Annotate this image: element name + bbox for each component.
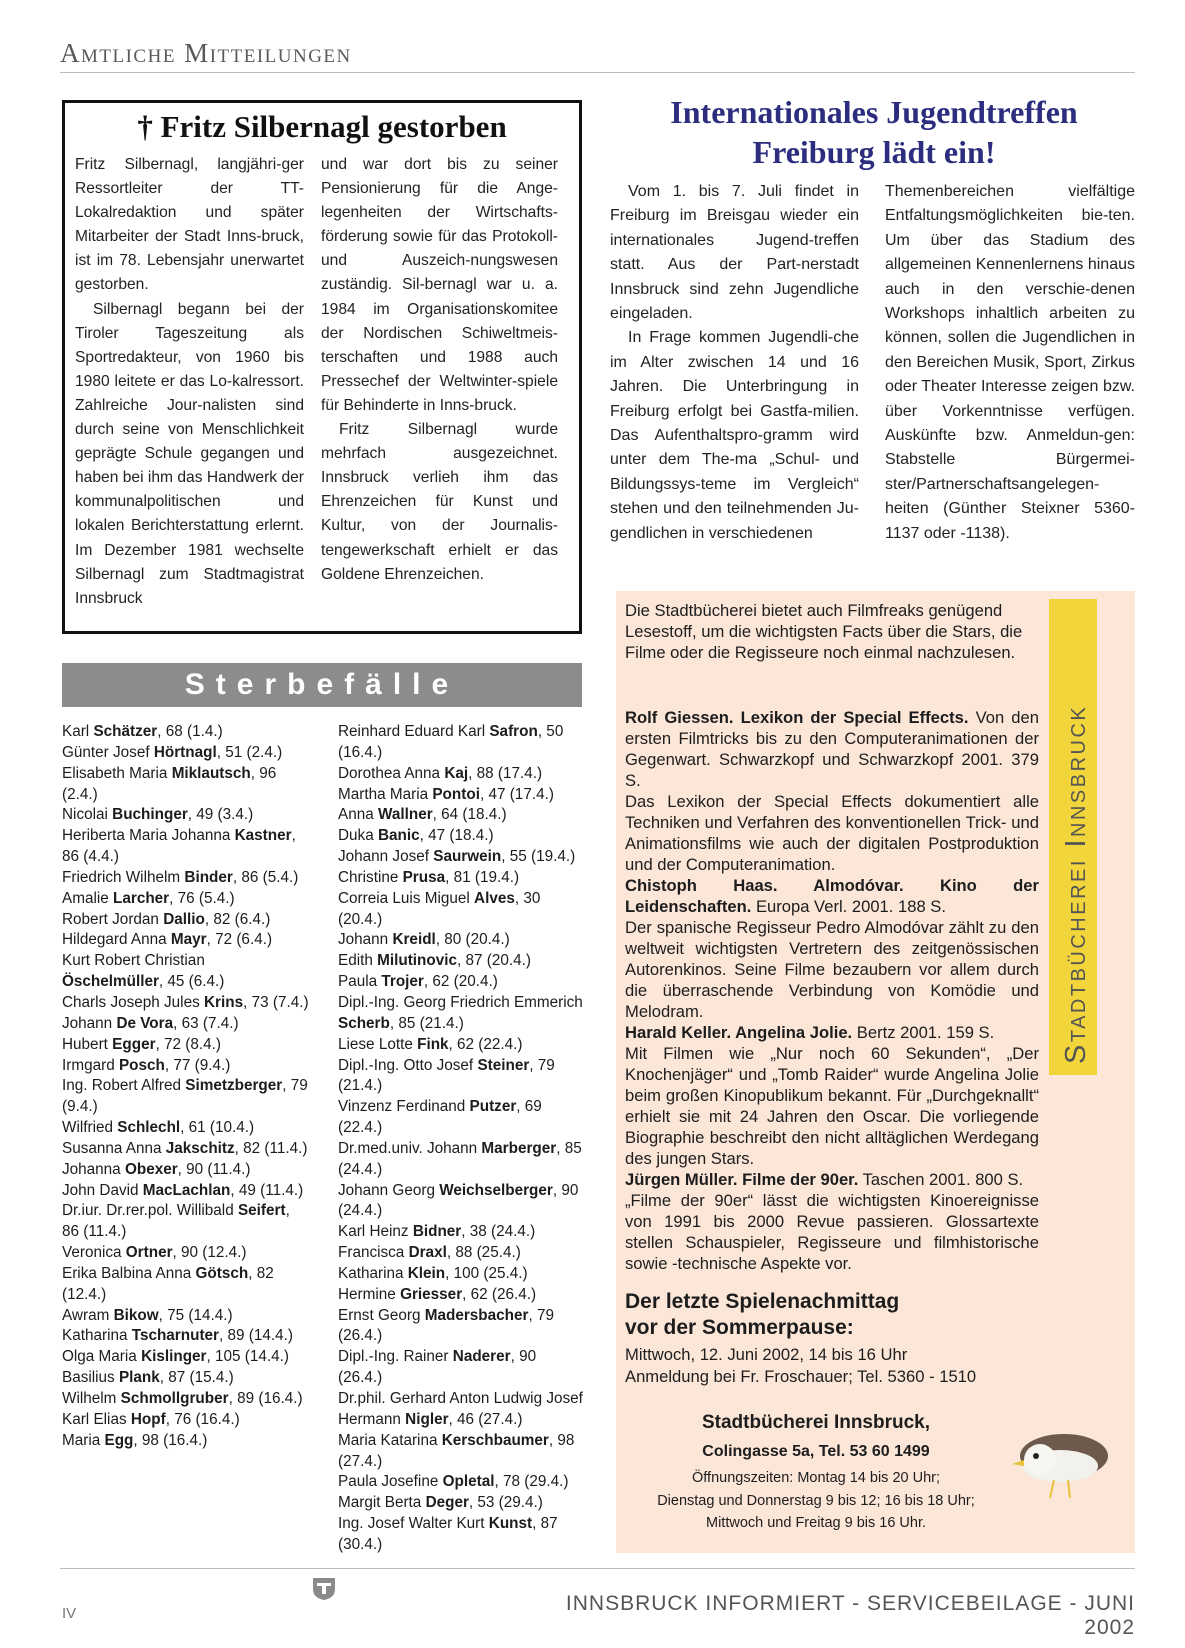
death-age-date: , 89 (16.4.) bbox=[228, 1390, 303, 1407]
death-given-names: Maria bbox=[62, 1431, 105, 1449]
deaths-banner: Sterbefälle bbox=[62, 663, 582, 707]
death-surname: Obexer bbox=[124, 1160, 178, 1178]
book-citation bbox=[625, 1169, 1039, 1190]
youth-title-line: Internationales Jugendtreffen bbox=[670, 94, 1078, 130]
death-age-date: , 87 (15.4.) bbox=[159, 1369, 234, 1387]
youth-right-column bbox=[885, 180, 1135, 546]
death-surname: Posch bbox=[118, 1056, 165, 1074]
death-entry bbox=[62, 1118, 310, 1139]
death-given-names: Nicolai bbox=[62, 806, 113, 824]
death-surname: Schätzer bbox=[93, 723, 158, 740]
death-given-names: Johanna bbox=[62, 1160, 125, 1178]
death-entry bbox=[338, 889, 584, 931]
death-age-date: , 62 (20.4.) bbox=[423, 973, 498, 991]
death-given-names: Vinzenz Ferdinand bbox=[338, 1098, 470, 1116]
death-entry bbox=[338, 1264, 584, 1285]
death-entry bbox=[338, 826, 584, 847]
event-title-line: Der letzte Spielenachmittag bbox=[625, 1290, 900, 1313]
death-age-date: , 62 (26.4.) bbox=[462, 1285, 537, 1303]
death-entry bbox=[62, 951, 310, 993]
death-age-date: , 86 (5.4.) bbox=[232, 868, 299, 886]
death-surname: Alves bbox=[474, 889, 515, 907]
death-age-date: , 63 (7.4.) bbox=[173, 1014, 239, 1032]
youth-left-column bbox=[610, 180, 859, 546]
death-given-names: Dr.iur. Dr.rer.pol. Willibald bbox=[62, 1202, 238, 1220]
library-hours-3: Mittwoch und Freitag 9 bis 16 Uhr. bbox=[705, 1515, 927, 1531]
death-age-date: , 82 (11.4.) bbox=[234, 1139, 308, 1157]
death-age-date: , 55 (19.4.) bbox=[501, 848, 576, 866]
death-given-names: Correia Luis Miguel bbox=[338, 889, 475, 907]
death-given-names: Hubert bbox=[62, 1035, 113, 1053]
event-registration: Anmeldung bei Fr. Froschauer; Tel. 5360 - 1510 bbox=[625, 1367, 977, 1386]
obituary-title: † Fritz Silbernagl gestorben bbox=[137, 109, 507, 144]
death-entry bbox=[62, 1076, 310, 1118]
obituary-paragraph: Silbernagl begann bei der Tiroler Tageszeitung als Sportredakteur, von 1960 bis 1980 leitete er das Lo-kalressort. Zahlreiche Jour-nalisten sind durch seine von Menschlichkeit geprägte Schule gegangen und haben bei ihm das Handwerk der kommunalpolitischen und lokalen Berichterstattung erlernt. Im Dezember 1981 wechselte Silbernagl zum Stadtmagistrat Innsbruck bbox=[75, 300, 304, 607]
death-entry bbox=[62, 743, 310, 764]
youth-title-line: Freiburg lädt ein! bbox=[752, 134, 996, 170]
book-title: Jürgen Müller. Filme der 90er. bbox=[625, 1170, 859, 1189]
death-given-names: Edith bbox=[338, 952, 378, 970]
death-entry bbox=[338, 1472, 584, 1493]
library-name: Stadtbücherei Innsbruck, bbox=[701, 1412, 931, 1433]
death-surname: Nigler bbox=[405, 1410, 449, 1428]
death-given-names: Christine bbox=[338, 868, 403, 886]
death-given-names: Günter Josef bbox=[62, 743, 154, 761]
death-age-date: , 49 (3.4.) bbox=[187, 806, 254, 824]
book-description: „Filme der 90er“ lässt die wichtigsten Kinoereignisse von 1991 bis 2000 Revue passieren. Glossartexte stellen Schauspieler, Regisseure und filmhistorische sowie -technische Aspekte vor. bbox=[625, 1191, 1039, 1273]
book-title: Chistoph Haas. Almodóvar. Kino der Leidenschaften. bbox=[625, 876, 1039, 916]
death-age-date: , 90 (12.4.) bbox=[172, 1244, 247, 1262]
event-title bbox=[625, 1289, 899, 1341]
death-surname: Weichselberger bbox=[439, 1181, 553, 1199]
death-surname: Miklautsch bbox=[171, 764, 251, 782]
book-publisher: Von den ersten Filmtricks bis zu den Computeranimationen der Gegenwart. Schwarzkopf und Schwarzkopf 2001. 379 S. bbox=[625, 708, 1039, 790]
death-age-date: , 51 (2.4.) bbox=[216, 743, 283, 761]
death-given-names: Dorothea Anna bbox=[338, 764, 445, 782]
death-surname: Jakschitz bbox=[165, 1139, 235, 1157]
book-citation bbox=[625, 875, 1039, 917]
obituary-paragraph: Fritz Silbernagl, langjähri-ger Ressortleiter der TT-Lokalredaktion und später Mitarbeiter der Stadt Inns-bruck, ist im 78. Lebensjahr unerwartet gestorben. bbox=[75, 156, 304, 294]
death-surname: Griesser bbox=[400, 1285, 463, 1303]
death-given-names: Dr.phil. Gerhard Anton Ludwig Josef Hermann bbox=[338, 1390, 583, 1428]
death-given-names: Irmgard bbox=[62, 1056, 119, 1074]
death-surname: Kislinger bbox=[141, 1348, 207, 1366]
death-surname: Simetzberger bbox=[185, 1077, 283, 1095]
death-surname: Bidner bbox=[412, 1223, 462, 1241]
youth-paragraph: In Frage kommen Jugendli-che im Alter zwischen 14 und 16 Jahren. Die Unterbringung in Freiburg erfolgt bei Gastfa-milien. Das Aufenthaltspro-gramm wird unter dem The-ma „Schul- und Bildungssys-teme im Vergleich“ stehen und den teilnehmenden Ju-gendlichen in verschiedenen bbox=[610, 329, 859, 542]
death-given-names: Kurt Robert Christian bbox=[62, 952, 205, 970]
event-date: Mittwoch, 12. Juni 2002, 14 bis 16 Uhr bbox=[625, 1345, 908, 1364]
death-surname: Trojer bbox=[381, 973, 424, 991]
death-age-date: , 62 (22.4.) bbox=[448, 1035, 523, 1053]
death-age-date: , 90 (26.4.) bbox=[338, 1348, 537, 1387]
death-age-date: , 100 (25.4.) bbox=[445, 1264, 528, 1282]
library-hours-2: Dienstag und Donnerstag 9 bis 12; 16 bis 18 Uhr; bbox=[657, 1493, 975, 1509]
death-given-names: Elisabeth Maria bbox=[62, 764, 172, 782]
death-given-names: Johann bbox=[62, 1014, 117, 1032]
obituary-right-column bbox=[321, 153, 558, 587]
death-given-names: Ernst Georg bbox=[338, 1306, 425, 1324]
death-age-date: , 80 (20.4.) bbox=[435, 931, 510, 949]
death-surname: Plank bbox=[118, 1369, 160, 1387]
death-age-date: , 89 (14.4.) bbox=[219, 1327, 293, 1345]
death-given-names: Karl bbox=[62, 723, 94, 740]
death-age-date: , 82 (6.4.) bbox=[204, 910, 271, 928]
death-entry bbox=[62, 1410, 310, 1431]
death-surname: Ortner bbox=[125, 1244, 173, 1262]
death-age-date: , 88 (17.4.) bbox=[468, 764, 543, 782]
death-entry bbox=[338, 1431, 584, 1473]
death-given-names: Karl Heinz bbox=[338, 1223, 413, 1241]
death-given-names: Veronica bbox=[62, 1244, 126, 1262]
death-entry bbox=[338, 1514, 584, 1556]
death-surname: Tscharnuter bbox=[131, 1327, 220, 1345]
death-surname: Binder bbox=[184, 868, 233, 886]
death-surname: Wallner bbox=[377, 806, 433, 824]
death-age-date: , 69 (22.4.) bbox=[338, 1098, 542, 1137]
death-age-date: , 79 (21.4.) bbox=[338, 1056, 555, 1095]
library-side-label bbox=[1060, 598, 1111, 1064]
death-given-names: Francisca bbox=[338, 1244, 409, 1262]
death-given-names: Olga Maria bbox=[62, 1348, 142, 1366]
death-surname: Kerschbaumer bbox=[441, 1431, 549, 1449]
obituary-left-column bbox=[75, 153, 304, 611]
death-surname: Hörtnagl bbox=[153, 743, 217, 761]
death-entry bbox=[338, 868, 584, 889]
death-given-names: Hildegard Anna bbox=[62, 931, 171, 949]
deaths-left-column bbox=[62, 722, 310, 1452]
death-given-names: Johann Georg bbox=[338, 1181, 440, 1199]
death-given-names: Dr.med.univ. Johann bbox=[338, 1139, 482, 1157]
death-entry bbox=[62, 930, 310, 951]
death-entry bbox=[338, 1139, 584, 1181]
death-age-date: , 75 (14.4.) bbox=[158, 1306, 233, 1324]
death-given-names: Hermine bbox=[338, 1285, 401, 1303]
death-entry bbox=[62, 868, 310, 889]
death-entry bbox=[338, 722, 584, 764]
death-age-date: , 90 (24.4.) bbox=[338, 1181, 579, 1220]
death-surname: Steiner bbox=[477, 1056, 530, 1074]
death-entry bbox=[62, 722, 310, 743]
death-given-names: Basilius bbox=[62, 1369, 119, 1387]
book-description: Der spanische Regisseur Pedro Almodóvar zählt zu den weltweit wichtigsten Vertretern des zeitgenössischen Autorenkinos. Seine Filme bezaubern vor allem durch die überraschende Verbindung von Komödie und Melodram. bbox=[625, 918, 1039, 1021]
death-surname: Putzer bbox=[469, 1098, 517, 1116]
death-entry bbox=[338, 993, 584, 1035]
death-age-date: , 46 (27.4.) bbox=[448, 1410, 523, 1428]
death-given-names: Amalie bbox=[62, 889, 114, 907]
death-entry bbox=[338, 1056, 584, 1098]
death-age-date: , 86 (4.4.) bbox=[62, 827, 296, 866]
death-entry bbox=[338, 1285, 584, 1306]
death-given-names: Awram bbox=[62, 1306, 114, 1324]
death-entry bbox=[62, 889, 310, 910]
death-age-date: , 77 (9.4.) bbox=[164, 1056, 231, 1074]
death-age-date: , 82 (12.4.) bbox=[62, 1264, 274, 1303]
death-given-names: Paula bbox=[338, 973, 382, 991]
death-surname: Larcher bbox=[113, 889, 170, 907]
death-age-date: , 53 (29.4.) bbox=[468, 1494, 543, 1512]
death-age-date: , 85 (24.4.) bbox=[338, 1139, 582, 1178]
death-given-names: Katharina bbox=[62, 1327, 132, 1345]
death-surname: Prusa bbox=[402, 868, 446, 886]
page-number: IV bbox=[62, 1605, 77, 1622]
death-surname: Madersbacher bbox=[424, 1306, 529, 1324]
death-surname: Safron bbox=[489, 723, 538, 740]
death-age-date: , 98 (27.4.) bbox=[338, 1431, 575, 1470]
book-title: Harald Keller. Angelina Jolie. bbox=[625, 1023, 853, 1042]
death-given-names: Charls Joseph Jules bbox=[62, 993, 204, 1011]
death-given-names: Ing. Josef Walter Kurt bbox=[338, 1515, 489, 1533]
death-surname: Kastner bbox=[234, 827, 292, 845]
obituary-paragraph: und war dort bis zu seiner Pensionierung für die Ange-legenheiten der Wirtschafts-förderung sowie für das Protokoll- und Auszeich-nungswesen zuständig. Sil-bernagl war u. a. 1984 im Organisationskomitee der Nordischen Schiweltmeis-terschaften und 1988 auch Pressechef der Weltwinter-spiele für Behinderte in Inns-bruck. bbox=[321, 156, 558, 414]
death-entry bbox=[338, 847, 584, 868]
death-given-names: Johann bbox=[338, 931, 393, 949]
death-surname: Fink bbox=[417, 1035, 449, 1053]
death-surname: Buchinger bbox=[112, 806, 188, 824]
death-surname: Opletal bbox=[442, 1473, 495, 1491]
death-given-names: Heriberta Maria Johanna bbox=[62, 827, 235, 845]
death-given-names: Katharina bbox=[338, 1264, 408, 1282]
death-entry bbox=[338, 930, 584, 951]
death-entry bbox=[338, 764, 584, 785]
death-entry bbox=[62, 1243, 310, 1264]
death-surname: Götsch bbox=[195, 1264, 249, 1282]
death-age-date: , 76 (16.4.) bbox=[165, 1410, 240, 1428]
death-age-date: , 64 (18.4.) bbox=[432, 806, 507, 824]
death-entry bbox=[62, 1389, 310, 1410]
footer-rule bbox=[60, 1568, 1135, 1569]
death-surname: Bikow bbox=[113, 1306, 159, 1324]
city-crest-icon bbox=[311, 1575, 337, 1601]
death-entry bbox=[62, 805, 310, 826]
death-age-date: , 72 (8.4.) bbox=[155, 1035, 221, 1053]
death-surname: Kreidl bbox=[392, 931, 436, 949]
death-surname: Seifert bbox=[237, 1202, 286, 1220]
death-entry bbox=[338, 1389, 584, 1431]
death-entry bbox=[338, 1181, 584, 1223]
death-age-date: , 47 (18.4.) bbox=[419, 827, 494, 845]
deaths-right-column bbox=[338, 722, 584, 1556]
death-age-date: , 76 (5.4.) bbox=[169, 889, 235, 907]
death-given-names: Dipl.-Ing. Otto Josef bbox=[338, 1056, 478, 1074]
death-given-names: Robert Jordan bbox=[62, 910, 164, 928]
death-surname: Egger bbox=[112, 1035, 156, 1053]
publication-footer: INNSBRUCK INFORMIERT - SERVICEBEILAGE - JUNI 2002 bbox=[565, 1592, 1135, 1639]
death-age-date: , 73 (7.4.) bbox=[243, 993, 309, 1011]
death-entry bbox=[62, 1181, 310, 1202]
death-surname: Milutinovic bbox=[377, 952, 458, 970]
event-title-line: vor der Sommerpause: bbox=[625, 1316, 854, 1339]
death-age-date: , 30 (20.4.) bbox=[338, 889, 541, 928]
death-age-date: , 88 (25.4.) bbox=[446, 1244, 521, 1262]
death-entry bbox=[62, 910, 310, 931]
death-given-names: Anna bbox=[338, 806, 378, 824]
death-entry bbox=[62, 1306, 310, 1327]
death-age-date: , 96 (2.4.) bbox=[62, 764, 277, 803]
death-age-date: , 50 (16.4.) bbox=[338, 723, 564, 761]
death-age-date: , 85 (21.4.) bbox=[389, 1014, 464, 1032]
death-age-date: , 90 (11.4.) bbox=[177, 1160, 251, 1178]
death-age-date: , 78 (29.4.) bbox=[494, 1473, 569, 1491]
library-address: Colingasse 5a, Tel. 53 60 1499 bbox=[702, 1443, 930, 1460]
book-publisher: Bertz 2001. 159 S. bbox=[852, 1023, 995, 1042]
death-entry bbox=[62, 1431, 310, 1452]
death-surname: Draxl bbox=[408, 1244, 447, 1262]
death-surname: Dallio bbox=[163, 910, 205, 928]
youth-title bbox=[600, 92, 1148, 172]
death-age-date: , 87 (20.4.) bbox=[457, 952, 531, 970]
death-entry bbox=[338, 1347, 584, 1389]
death-age-date: , 68 (1.4.) bbox=[157, 723, 223, 740]
death-surname: Banic bbox=[377, 827, 420, 845]
death-given-names: Erika Balbina Anna bbox=[62, 1264, 196, 1282]
death-entry bbox=[338, 951, 584, 972]
death-age-date: , 72 (6.4.) bbox=[206, 931, 273, 949]
death-age-date: , 49 (11.4.) bbox=[230, 1181, 304, 1199]
death-surname: Mayr bbox=[170, 931, 207, 949]
death-age-date: , 86 (11.4.) bbox=[62, 1202, 290, 1241]
death-surname: Klein bbox=[407, 1264, 446, 1282]
book-title: Rolf Giessen. Lexikon der Special Effects. bbox=[625, 708, 969, 727]
death-age-date: , 87 (30.4.) bbox=[338, 1515, 558, 1553]
section-header: Amtliche Mitteilungen bbox=[60, 38, 352, 68]
death-surname: Kaj bbox=[444, 764, 469, 782]
death-entry bbox=[338, 1306, 584, 1348]
death-entry bbox=[62, 1347, 310, 1368]
death-surname: Pontoi bbox=[432, 785, 480, 803]
death-entry bbox=[62, 1368, 310, 1389]
death-entry bbox=[338, 1222, 584, 1243]
death-surname: Hopf bbox=[130, 1410, 166, 1428]
book-description: Mit Filmen wie „Nur noch 60 Sekunden“, „Der Knochenjäger“ und „Tomb Raider“ wurde Angelina Jolie beim großen Kinopublikum bekannt. Für „Durchgeknallt“ erhielt sie mit 24 Jahren den Oscar. Die vorliegende Biographie beschreibt den nicht alltäglichen Werdegang des jungen Stars. bbox=[625, 1044, 1039, 1168]
death-given-names: Susanna Anna bbox=[62, 1139, 166, 1157]
death-entry bbox=[338, 972, 584, 993]
youth-paragraph: Vom 1. bis 7. Juli findet in Freiburg im Breisgau wieder ein internationales Jugend-treffen statt. Aus der Part-nerstadt Innsbruck sind zehn Jugendliche eingeladen. bbox=[610, 183, 859, 323]
death-age-date: , 47 (17.4.) bbox=[479, 785, 554, 803]
death-entry bbox=[338, 1243, 584, 1264]
death-age-date: , 105 (14.4.) bbox=[206, 1348, 289, 1366]
death-surname: De Vora bbox=[116, 1014, 174, 1032]
death-surname: Naderer bbox=[452, 1348, 511, 1366]
death-entry bbox=[338, 1035, 584, 1056]
death-age-date: , 61 (10.4.) bbox=[180, 1119, 255, 1137]
death-entry bbox=[62, 1014, 310, 1035]
death-entry bbox=[62, 1035, 310, 1056]
death-given-names: Liese Lotte bbox=[338, 1035, 418, 1053]
obituary-box bbox=[62, 100, 582, 634]
death-age-date: , 45 (6.4.) bbox=[158, 973, 225, 991]
header-rule bbox=[60, 72, 1135, 73]
death-surname: Scherb bbox=[338, 1014, 390, 1032]
death-entry bbox=[62, 1056, 310, 1077]
death-surname: Deger bbox=[425, 1494, 469, 1512]
death-surname: Saurwein bbox=[433, 848, 502, 866]
death-given-names: Friedrich Wilhelm bbox=[62, 868, 185, 886]
death-given-names: Maria Katarina bbox=[338, 1431, 442, 1449]
death-given-names: Paula Josefine bbox=[338, 1473, 443, 1491]
book-citation bbox=[625, 1022, 1039, 1043]
death-given-names: Dipl.-Ing. Rainer bbox=[338, 1348, 453, 1366]
death-given-names: Ing. Robert Alfred bbox=[62, 1077, 186, 1095]
book-publisher: Europa Verl. 2001. 188 S. bbox=[751, 897, 946, 916]
death-age-date: , 81 (19.4.) bbox=[445, 868, 520, 886]
library-side-label-text: Stadtbücherei Innsbruck bbox=[1060, 704, 1092, 1064]
obituary-paragraph: Fritz Silbernagl wurde mehrfach ausgezeichnet. Innsbruck verlieh ihm das Ehrenzeichen für Kunst und Kultur, von der Journalis-tengewerkschaft erhielt er das Goldene Ehrenzeichen. bbox=[321, 421, 558, 583]
death-entry bbox=[338, 805, 584, 826]
death-surname: MacLachlan bbox=[142, 1181, 231, 1199]
death-given-names: Duka bbox=[338, 827, 378, 845]
death-surname: Schlechl bbox=[117, 1119, 181, 1137]
youth-paragraph: Themenbereichen vielfältige Entfaltungsmöglichkeiten bie-ten. Um über das Stadium des allgemeinen Kennenlernens hinaus auch in den verschie-denen Workshops inhaltlich arbeiten zu können, sollen die Jugendlichen in den Bereichen Musik, Sport, Zirkus oder Theater Interesse zeigen bzw. über Vorkenntnisse verfügen. Auskünfte bzw. Anmeldun-gen: Stabstelle Bürgermei-ster/Partnerschaftsangelegen-heiten (Günther Steixner 5360-1137 oder -1138). bbox=[885, 183, 1135, 542]
death-entry bbox=[62, 1264, 310, 1306]
death-given-names: Martha Maria bbox=[338, 785, 433, 803]
death-given-names: Johann Josef bbox=[338, 848, 434, 866]
death-surname: Kunst bbox=[488, 1515, 533, 1533]
death-entry bbox=[62, 826, 310, 868]
death-surname: Schmollgruber bbox=[120, 1390, 229, 1407]
death-age-date: , 98 (16.4.) bbox=[133, 1431, 208, 1449]
library-intro: Die Stadtbücherei bietet auch Filmfreaks genügend Lesestoff, um die wichtigsten Facts über die Stars, die Filme oder die Regisseure noch einmal nachzulesen. bbox=[625, 601, 1023, 662]
death-age-date: , 79 (26.4.) bbox=[338, 1306, 554, 1345]
death-surname: Marberger bbox=[481, 1139, 557, 1157]
death-given-names: Wilhelm bbox=[62, 1390, 121, 1407]
death-surname: Öschelmüller bbox=[62, 973, 159, 991]
death-entry bbox=[62, 1326, 310, 1347]
death-given-names: Margit Berta bbox=[338, 1494, 426, 1512]
book-description: Das Lexikon der Special Effects dokumentiert alle Techniken und Verfahren des konventionellen Trick- und Animationsfilms wie auch der digitalen Postproduktion und der Computeranimation. bbox=[625, 792, 1039, 874]
book-citation bbox=[625, 707, 1039, 791]
death-entry bbox=[62, 1139, 310, 1160]
death-given-names: Wilfried bbox=[62, 1119, 118, 1137]
bird-icon bbox=[1010, 1420, 1114, 1502]
death-given-names: John David bbox=[62, 1181, 143, 1199]
book-publisher: Taschen 2001. 800 S. bbox=[858, 1170, 1024, 1189]
death-age-date: , 38 (24.4.) bbox=[461, 1223, 536, 1241]
death-surname: Krins bbox=[204, 993, 244, 1011]
death-entry bbox=[338, 785, 584, 806]
death-age-date: , 79 (9.4.) bbox=[62, 1077, 308, 1116]
death-entry bbox=[62, 993, 310, 1014]
death-entry bbox=[62, 1201, 310, 1243]
library-hours-1: Öffnungszeiten: Montag 14 bis 20 Uhr; bbox=[692, 1470, 940, 1486]
book-list bbox=[625, 707, 1039, 1274]
death-entry bbox=[338, 1493, 584, 1514]
death-entry bbox=[62, 764, 310, 806]
death-given-names: Reinhard Eduard Karl bbox=[338, 723, 490, 740]
death-surname: Egg bbox=[104, 1431, 134, 1449]
death-entry bbox=[338, 1097, 584, 1139]
death-given-names: Dipl.-Ing. Georg Friedrich Emmerich bbox=[338, 993, 583, 1011]
death-entry bbox=[62, 1160, 310, 1181]
death-given-names: Karl Elias bbox=[62, 1410, 131, 1428]
